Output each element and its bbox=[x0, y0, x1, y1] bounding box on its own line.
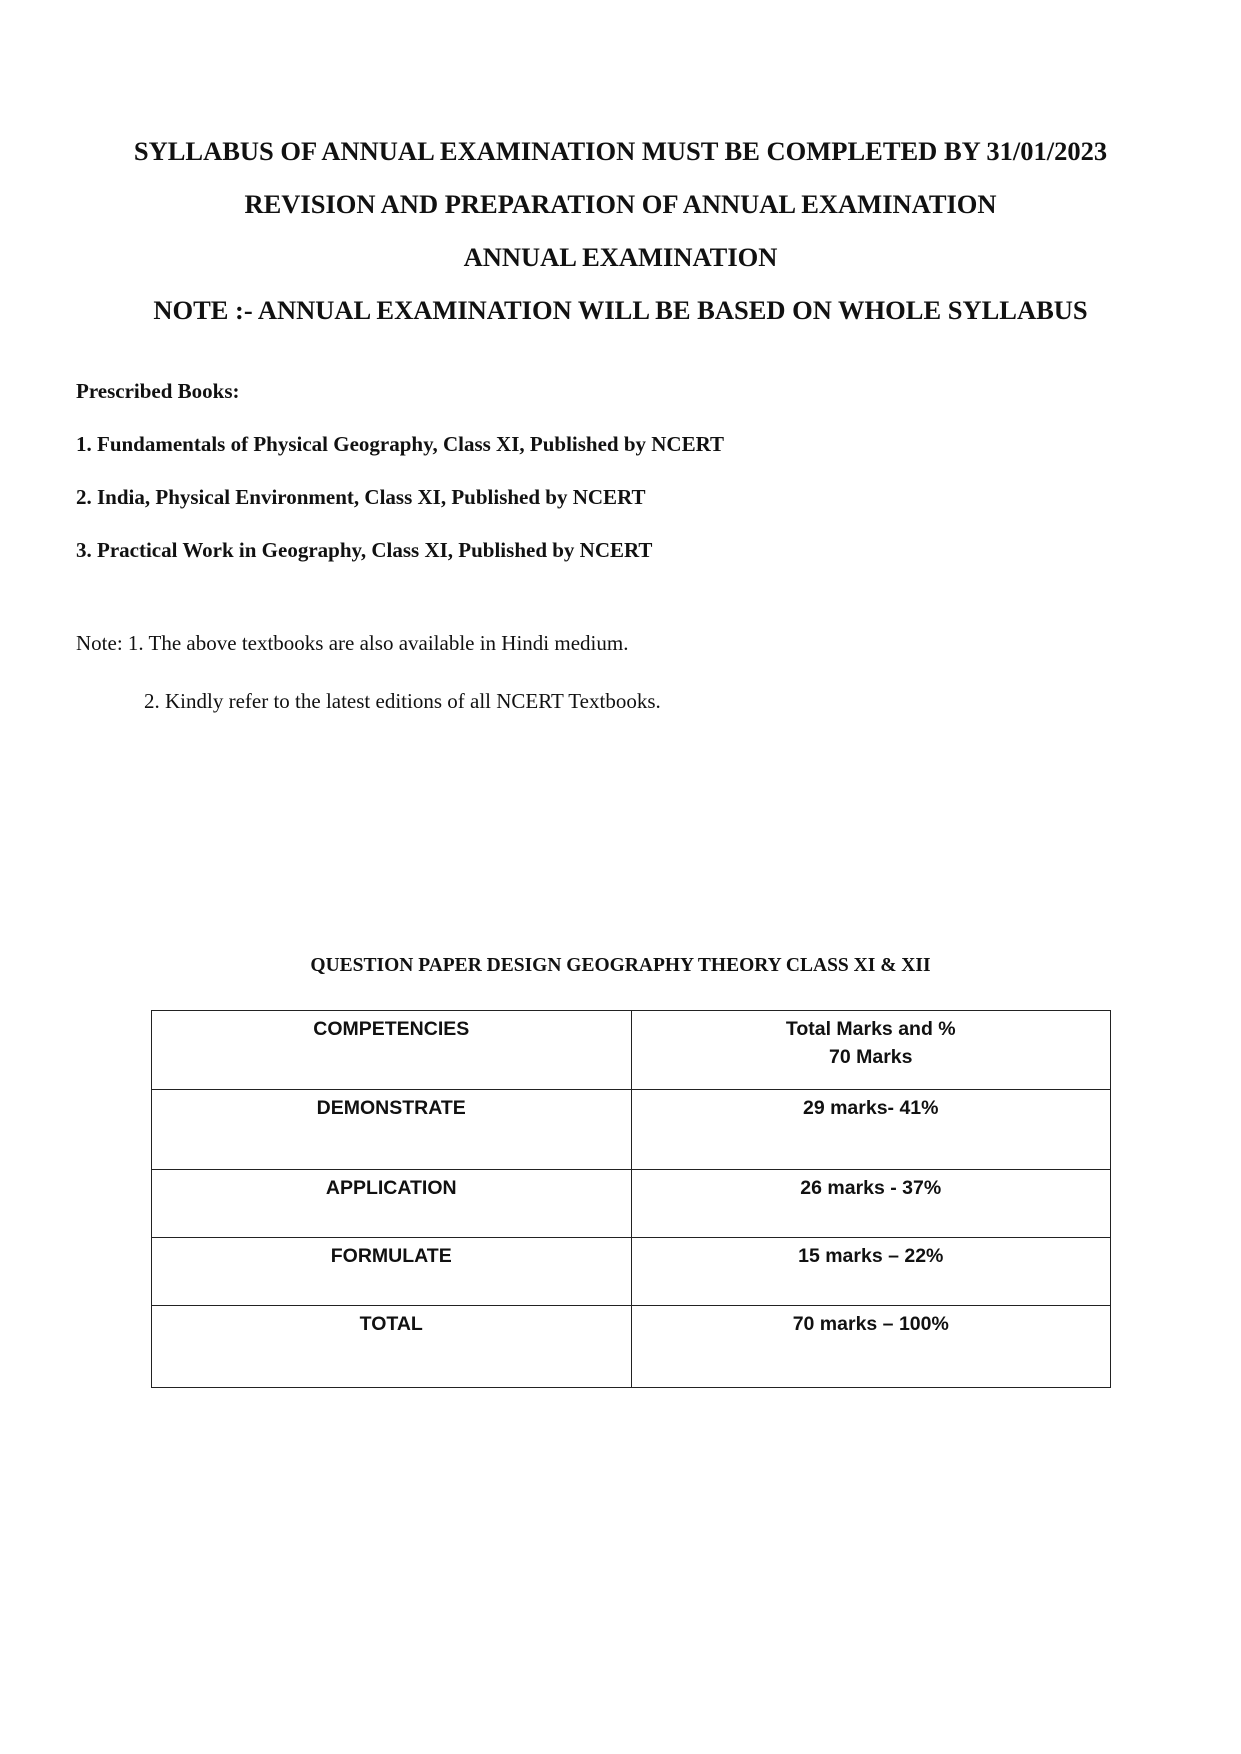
heading-whole-syllabus-note: NOTE :- ANNUAL EXAMINATION WILL BE BASED ON WHOLE SYLLABUS bbox=[153, 295, 1088, 325]
header-total-marks-value: 70 Marks bbox=[829, 1046, 913, 1068]
heading-syllabus-deadline: SYLLABUS OF ANNUAL EXAMINATION MUST BE COMPLETED BY 31/01/2023 bbox=[133, 136, 1108, 166]
table-row bbox=[152, 1238, 1111, 1306]
header-total-marks-label: Total Marks and % bbox=[785, 1018, 956, 1040]
book-item-2: 2. India, Physical Environment, Class XI, Published by NCERT bbox=[76, 485, 646, 509]
book-item-3: 3. Practical Work in Geography, Class XI, Published by NCERT bbox=[76, 538, 653, 562]
prescribed-books-section bbox=[76, 365, 724, 577]
competency-cell: FORMULATE bbox=[152, 1238, 632, 1306]
competency-cell-total: TOTAL bbox=[152, 1306, 632, 1388]
table-row-total bbox=[152, 1306, 1111, 1388]
table-row bbox=[152, 1170, 1111, 1238]
question-paper-design-table bbox=[151, 1010, 1111, 1388]
book-item-1: 1. Fundamentals of Physical Geography, Class XI, Published by NCERT bbox=[76, 432, 725, 456]
competency-cell: APPLICATION bbox=[152, 1170, 632, 1238]
note-hindi-medium: Note: 1. The above textbooks are also available in Hindi medium. bbox=[76, 631, 629, 655]
competency-cell: DEMONSTRATE bbox=[152, 1090, 632, 1170]
question-paper-title: QUESTION PAPER DESIGN GEOGRAPHY THEORY CLASS XI & XII bbox=[310, 955, 931, 976]
marks-cell: 15 marks – 22% bbox=[631, 1238, 1111, 1306]
prescribed-books-title: Prescribed Books: bbox=[76, 379, 240, 403]
marks-cell: 26 marks - 37% bbox=[631, 1170, 1111, 1238]
headings-block bbox=[0, 125, 1241, 337]
marks-cell: 29 marks- 41% bbox=[631, 1090, 1111, 1170]
header-total-marks bbox=[631, 1011, 1111, 1090]
header-competencies bbox=[152, 1011, 632, 1090]
header-competencies-label: COMPETENCIES bbox=[313, 1018, 470, 1040]
table-header-row bbox=[152, 1011, 1111, 1090]
table-row bbox=[152, 1090, 1111, 1170]
note-latest-editions: 2. Kindly refer to the latest editions of all NCERT Textbooks. bbox=[144, 689, 661, 713]
heading-annual-examination: ANNUAL EXAMINATION bbox=[463, 242, 778, 272]
notes-section bbox=[76, 630, 661, 714]
marks-cell-total: 70 marks – 100% bbox=[631, 1306, 1111, 1388]
heading-revision: REVISION AND PREPARATION OF ANNUAL EXAMINATION bbox=[244, 189, 997, 219]
